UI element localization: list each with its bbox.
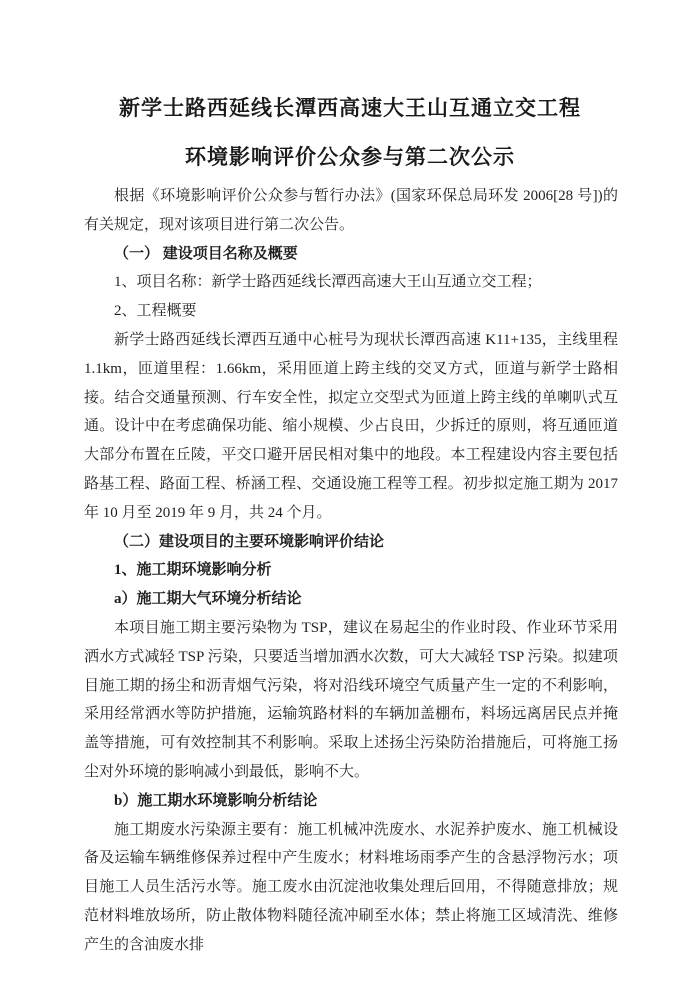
document-title-line-2: 环境影响评价公众参与第二次公示	[185, 145, 515, 169]
section-heading: a）施工期大气环境分析结论	[114, 591, 302, 608]
paragraph: 2、工程概要	[114, 303, 197, 320]
document-title-block	[0, 0, 700, 182]
document-body	[84, 182, 618, 960]
section-heading: （一） 建设项目名称及概要	[114, 245, 298, 262]
section-heading: 1、施工期环境影响分析	[114, 562, 272, 579]
section-heading: （二）建设项目的主要环境影响评价结论	[114, 533, 385, 550]
paragraph: 新学士路西延线长潭西互通中心桩号为现状长潭西高速 K11+135，主线里程 1.1km，匝道里程：1.66km，采用匝道上跨主线的交叉方式，匝道与新学士路相接。结合交通量预测、行车安全性，拟定立交型式为匝道上跨主线的单喇叭式互通。设计中在考虑确保功能、缩小规模、少占良田，少拆迁的原则，将互通匝道大部分布置在丘陵，平交口避开居民相对集中的地段。本工程建设内容主要包括路基工程、路面工程、桥涵工程、交通设施工程等工程。初步拟定施工期为 2017 年 10 月至 2019 年 9 月，共 24 个月。	[84, 331, 618, 521]
section-heading: b）施工期水环境影响分析结论	[114, 792, 318, 809]
paragraph: 本项目施工期主要污染物为 TSP，建议在易起尘的作业时段、作业环节采用洒水方式减轻 TSP 污染，只要适当增加洒水次数，可大大减轻 TSP 污染。拟建项目施工期的扬尘和沥青烟气污染，将对沿线环境空气质量产生一定的不利影响，采用经常洒水等防护措施，运输筑路材料的车辆加盖棚布，料场远离居民点并掩盖等措施，可有效控制其不利影响。采取上述扬尘污染防治措施后，可将施工扬尘对外环境的影响减小到最低，影响不大。	[84, 619, 618, 780]
paragraph: 根据《环境影响评价公众参与暂行办法》(国家环保总局环发 2006[28 号])的有关规定，现对该项目进行第二次公告。	[84, 188, 618, 233]
document-title-line-1: 新学士路西延线长潭西高速大王山互通立交工程	[119, 96, 581, 120]
paragraph: 施工期废水污染源主要有：施工机械冲洗废水、水泥养护废水、施工机械设备及运输车辆维修保养过程中产生废水；材料堆场雨季产生的含悬浮物污水；项目施工人员生活污水等。施工废水由沉淀池收集处理后回用，不得随意排放；规范材料堆放场所，防止散体物料随径流冲刷至水体；禁止将施工区域清洗、维修产生的含油废水排	[84, 821, 618, 953]
paragraph: 1、项目名称：新学士路西延线长潭西高速大王山互通立交工程；	[114, 274, 542, 291]
